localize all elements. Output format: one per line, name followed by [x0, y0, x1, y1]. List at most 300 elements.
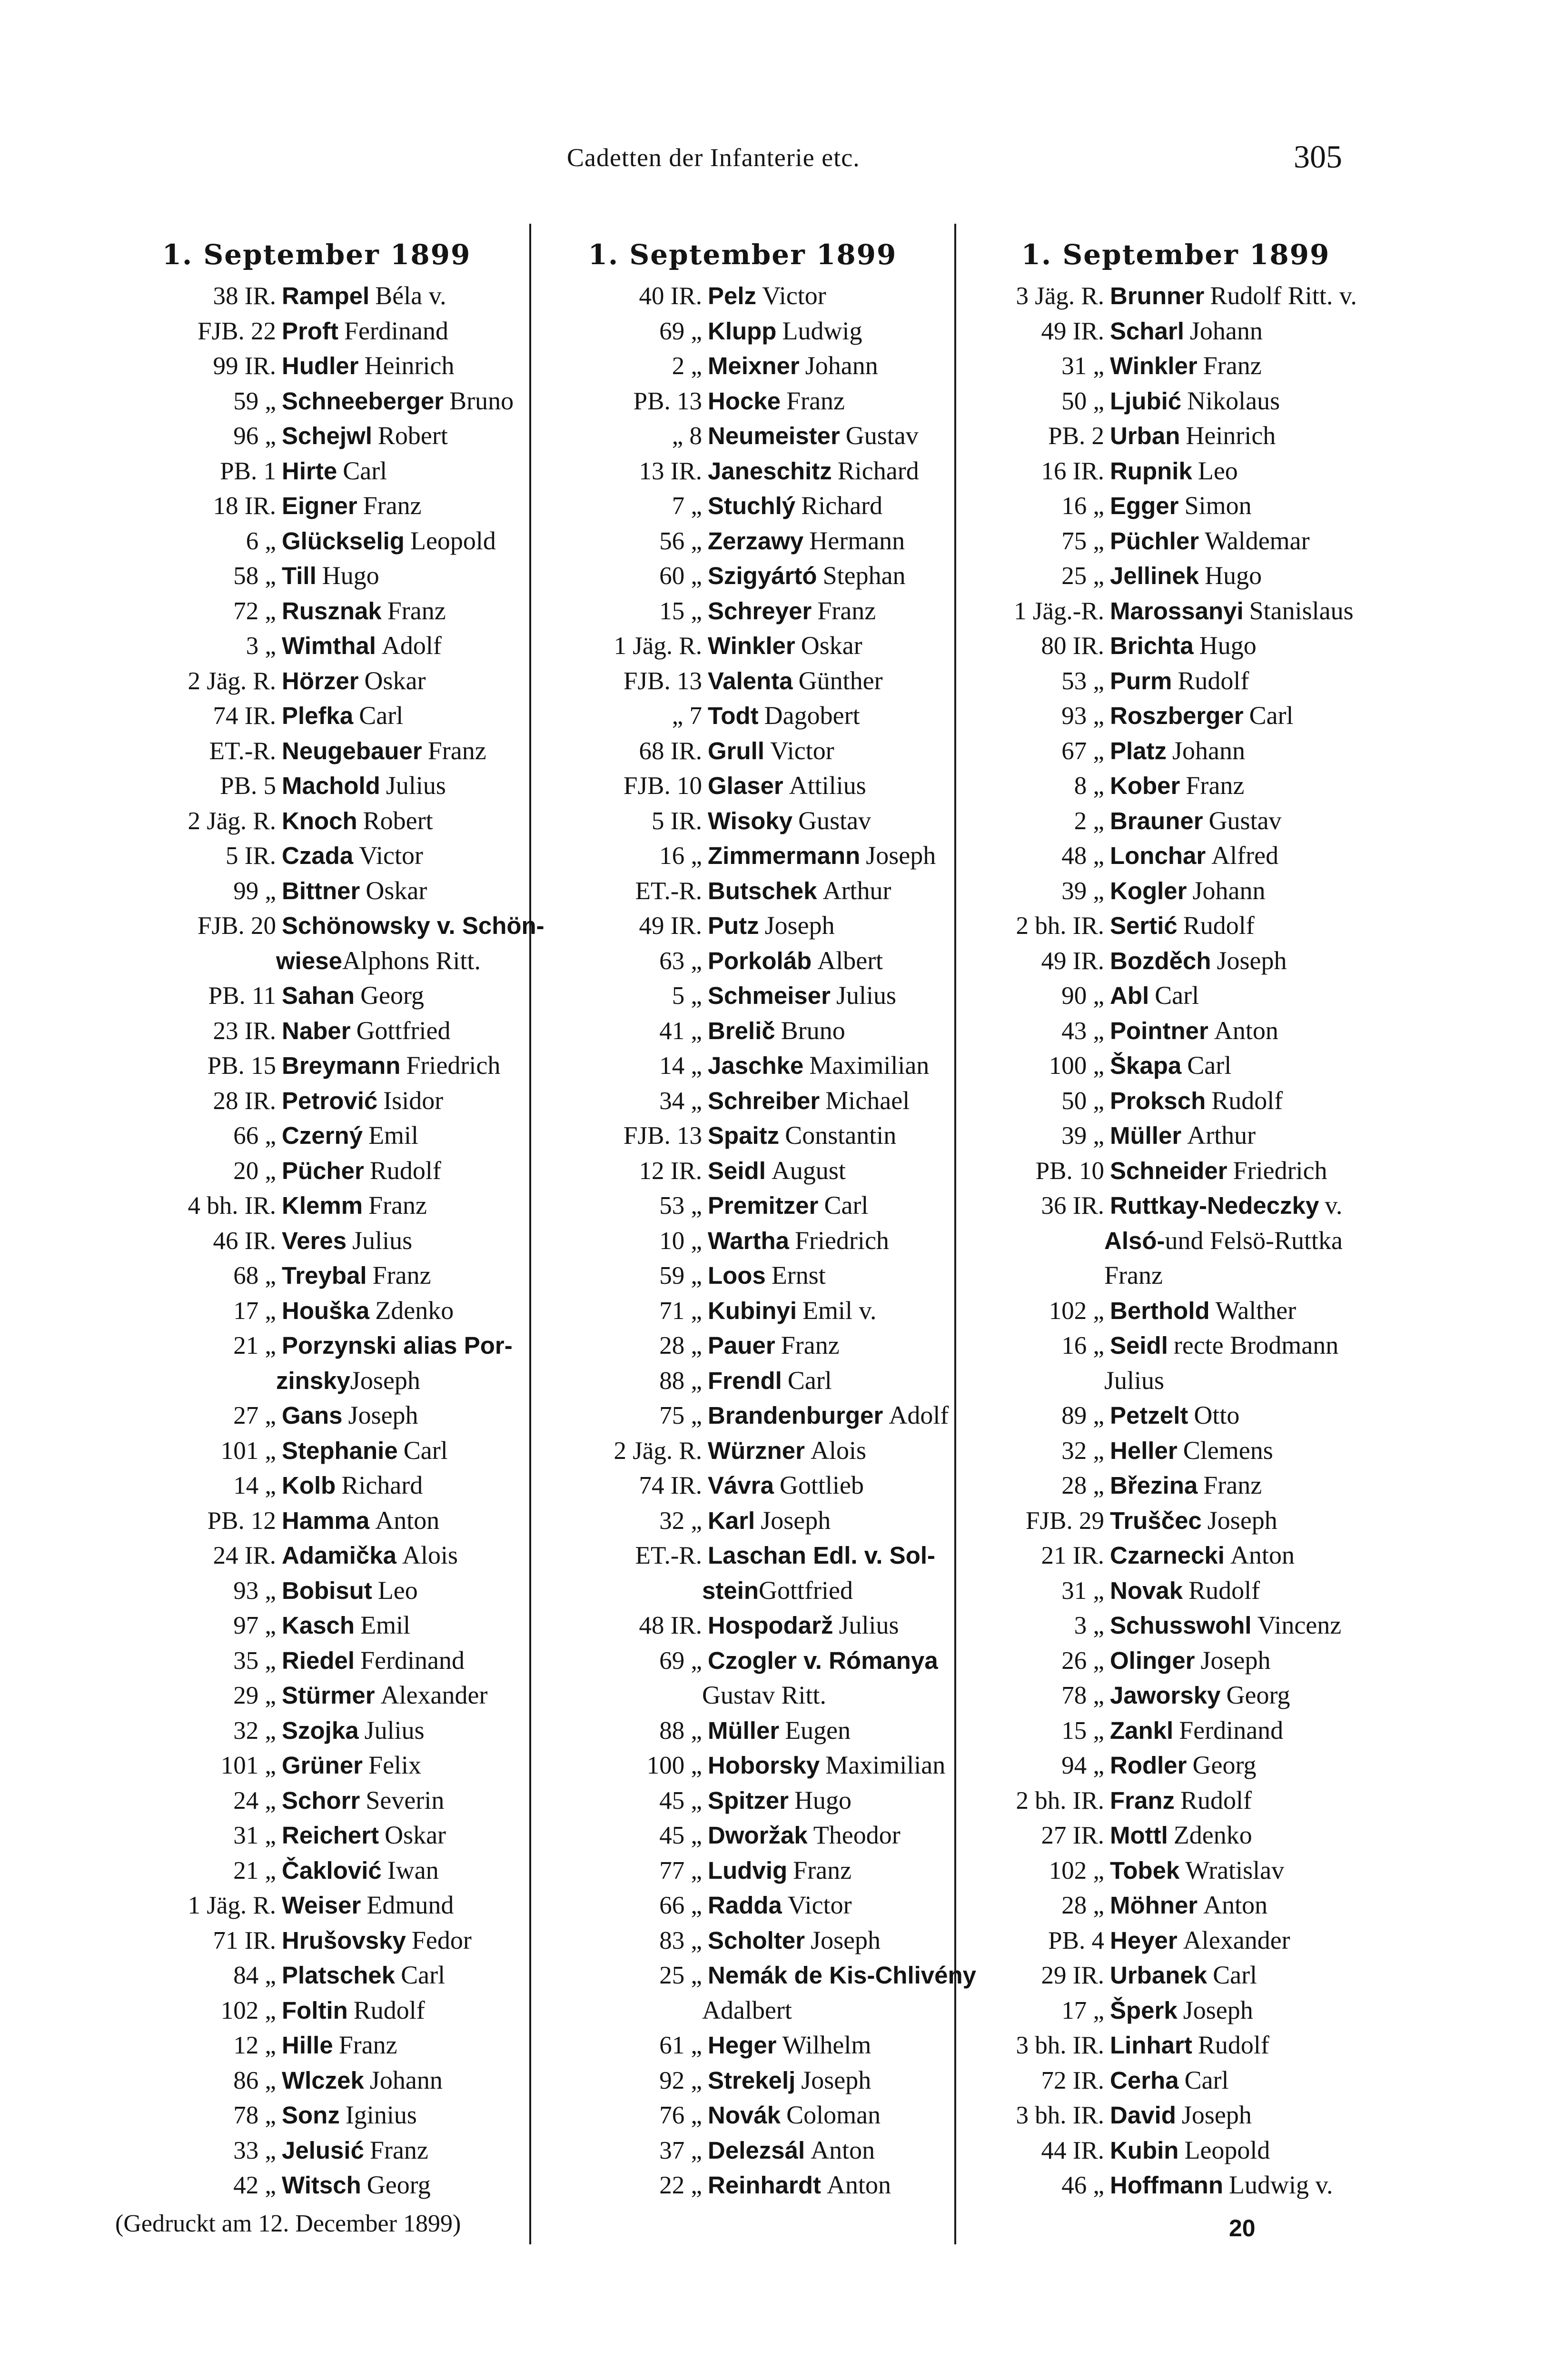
entry	[109, 2063, 524, 2098]
entry	[961, 664, 1390, 699]
entry	[535, 2133, 950, 2168]
entry-surname: Wimthal	[282, 632, 376, 659]
entry-surname: Mottl	[1110, 1822, 1168, 1849]
entry-surname: Olinger	[1110, 1646, 1195, 1674]
entry	[109, 664, 524, 699]
entry-surname: Bittner	[282, 877, 360, 904]
entry-given-name: Franz	[369, 2135, 428, 2164]
entry	[961, 2098, 1390, 2133]
entry-unit: 46 IR.	[213, 1227, 276, 1255]
entry-surname: Kubin	[1110, 2136, 1179, 2164]
entry-unit: 16 „	[659, 842, 702, 870]
entry	[961, 1573, 1390, 1608]
column-3	[961, 231, 1390, 2203]
entry-surname: Truščec	[1110, 1507, 1202, 1534]
entry-unit: 39 „	[1061, 1122, 1104, 1150]
entry-unit: 15 „	[1061, 1716, 1104, 1745]
entry-given-name: Friedrich	[406, 1051, 501, 1080]
entry-unit: 75 „	[659, 1402, 702, 1429]
entry	[109, 1013, 524, 1049]
entry-surname: Dworžak	[708, 1822, 808, 1849]
entry-unit: 21 IR.	[1041, 1542, 1104, 1569]
entry-unit: 2 bh. IR.	[1016, 1786, 1104, 1815]
entry-given-name: Clemens	[1183, 1436, 1273, 1465]
entry-surname: Scharl	[1110, 317, 1184, 345]
entry-surname: Adamička	[282, 1542, 396, 1569]
entry-surname: Scholter	[708, 1926, 805, 1954]
entry-unit: 22 „	[659, 2172, 702, 2199]
entry	[535, 1643, 950, 1678]
entry-unit: 66 „	[659, 1892, 702, 1919]
entry	[535, 1853, 950, 1888]
entry	[109, 1048, 524, 1083]
entry	[109, 873, 524, 909]
entry-surname: Neugebauer	[282, 737, 422, 764]
entry-given-name: Emil v.	[802, 1296, 877, 1325]
entry-surname: Witsch	[282, 2172, 361, 2199]
entry	[535, 384, 950, 419]
entry-unit: 12 IR.	[639, 1157, 702, 1185]
entry	[535, 873, 950, 909]
entry-surname: Szojka	[282, 1716, 359, 1744]
entry-given-name: Dagobert	[764, 701, 860, 730]
entry	[961, 1118, 1390, 1153]
entry-unit: 15 „	[659, 597, 702, 625]
entry-given-name: Carl	[824, 1191, 869, 1220]
entry	[535, 978, 950, 1013]
entry-unit: 14 „	[659, 1052, 702, 1080]
entry-given-name: Franz	[338, 2031, 397, 2059]
entry	[109, 348, 524, 384]
entry	[535, 838, 950, 873]
entry-surname: Schorr	[282, 1786, 360, 1814]
entry-surname: Zankl	[1110, 1716, 1174, 1744]
entry-given-name: Robert	[377, 421, 448, 450]
entry-continuation	[535, 1993, 950, 2028]
entry-unit: 16 IR.	[1041, 457, 1104, 485]
entry-unit: 83 „	[659, 1926, 702, 1954]
entry-surname: Brelič	[708, 1017, 775, 1044]
entry-given-name: Nikolaus	[1187, 386, 1280, 415]
entry-surname: Stuchlý	[708, 492, 796, 519]
entry	[961, 594, 1390, 629]
entry-given-name: Günther	[798, 666, 883, 695]
entry-given-name: Alois	[811, 1436, 867, 1465]
entry-given-name: Richard	[837, 456, 919, 485]
entry-surname: Cerha	[1110, 2066, 1179, 2094]
entry	[961, 1678, 1390, 1713]
entry-given-name: Alexander	[1183, 1925, 1290, 1954]
entry-unit: 27 IR.	[1041, 1822, 1104, 1849]
entry-surname: Brauner	[1110, 807, 1203, 834]
entry-surname: Novák	[708, 2102, 781, 2129]
entry-given-name: Alphons Ritt.	[342, 946, 481, 975]
entry	[535, 1538, 950, 1573]
entry-unit: 71 IR.	[213, 1926, 276, 1954]
entry-given-name: Ferdinand	[1179, 1716, 1284, 1745]
entry-given-name: Franz	[793, 1855, 852, 1884]
entry-unit: 93 „	[233, 1577, 276, 1605]
entry-unit: 17 „	[1061, 1996, 1104, 2024]
entry-surname: Brunner	[1110, 282, 1205, 309]
entry-given-name: Franz	[1104, 1261, 1163, 1289]
entry-surname: Knoch	[282, 807, 357, 834]
entry-given-name: Franz	[363, 491, 422, 520]
entry	[109, 803, 524, 839]
entry-surname: Schneider	[1110, 1157, 1227, 1184]
entry-surname: Jaschke	[708, 1052, 804, 1079]
column-1	[109, 231, 544, 2203]
entry-unit: 2 „	[1074, 807, 1104, 835]
entry-given-name: Carl	[401, 1961, 445, 1989]
entry-unit: 28 „	[659, 1332, 702, 1359]
entry	[535, 628, 950, 664]
entry-surname: Hoborsky	[708, 1752, 820, 1779]
entry	[535, 2028, 950, 2063]
entry-surname: Neumeister	[708, 422, 840, 449]
entry-unit: 99 „	[233, 877, 276, 905]
entry	[109, 418, 524, 454]
entry-surname: Laschan Edl. v. Sol-	[708, 1542, 936, 1569]
entry-unit: 35 „	[233, 1646, 276, 1675]
entry-surname: Hocke	[708, 387, 781, 415]
entry-surname: Heger	[708, 2032, 777, 2059]
entry-unit: 31 „	[233, 1822, 276, 1849]
entry-given-name: Gustav	[845, 421, 919, 450]
entry-surname: Plefka	[282, 702, 354, 729]
entry-given-name: Julius	[1104, 1366, 1165, 1395]
entry-unit: 5 IR.	[226, 842, 276, 870]
entry-unit: 43 „	[1061, 1017, 1104, 1045]
entry-surname: Novak	[1110, 1577, 1183, 1604]
entry-surname: Veres	[282, 1227, 347, 1254]
entry	[961, 1888, 1390, 1923]
entry-unit: 24 „	[233, 1786, 276, 1815]
entry	[535, 1363, 950, 1398]
entry-continuation	[109, 1363, 524, 1398]
entry-surname: Riedel	[282, 1646, 355, 1674]
entry-unit: 49 IR.	[1041, 317, 1104, 345]
entry	[109, 838, 524, 873]
entry	[109, 1538, 524, 1573]
entry	[535, 1958, 977, 1993]
entry-given-name: Adalbert	[702, 1995, 792, 2024]
entry-surname: Platz	[1110, 737, 1167, 764]
entry-given-name: Carl	[787, 1366, 832, 1395]
entry-given-name: Franz	[368, 1191, 427, 1220]
entry	[535, 2063, 950, 2098]
entry-given-name: Ernst	[771, 1261, 826, 1289]
entry-surname: Jellinek	[1110, 562, 1199, 589]
entry-given-name: Rudolf	[1198, 2031, 1269, 2059]
entry-unit: 101 „	[220, 1437, 276, 1465]
entry	[109, 734, 524, 769]
entry	[109, 558, 524, 594]
entry-unit: 25 „	[1061, 562, 1104, 590]
entry-given-name: Leopold	[1184, 2135, 1270, 2164]
entry-given-name: Joseph	[764, 911, 835, 940]
entry-surname: Karl	[708, 1507, 755, 1534]
entry-given-name: Ludwig	[782, 316, 862, 345]
entry-given-name: Gottfried	[356, 1016, 451, 1045]
entry-surname: Proft	[282, 317, 338, 345]
entry-surname: Radda	[708, 1892, 782, 1919]
entry	[535, 1888, 950, 1923]
entry-unit: 34 „	[659, 1087, 702, 1115]
entry-surname: Szigyártó	[708, 562, 817, 589]
entry-continuation	[961, 1258, 1390, 1293]
entry-given-name: Richard	[341, 1471, 423, 1499]
entry-given-name: Franz	[427, 736, 486, 765]
entry-unit: „ 8	[672, 422, 702, 450]
entry-given-name: Bruno	[449, 386, 514, 415]
entry-unit: FJB. 13	[624, 1122, 702, 1150]
entry-surname: Pücher	[282, 1157, 364, 1184]
entry-given-name: Theodor	[813, 1821, 901, 1849]
entry-given-name: Oskar	[366, 876, 427, 905]
entry-given-name: Gustav Ritt.	[702, 1681, 827, 1709]
entry-unit: 5 „	[672, 982, 702, 1010]
entry-unit: 29 IR.	[1041, 1962, 1104, 1989]
entry-given-name: Johann	[1192, 876, 1266, 905]
entry-surname: Schreyer	[708, 597, 812, 625]
entry-surname: Zerzawy	[708, 527, 804, 555]
entry-unit: 46 „	[1061, 2172, 1104, 2199]
entry-unit: 102 „	[1049, 1856, 1104, 1884]
entry	[961, 908, 1390, 943]
entry-given-name: Franz	[1203, 351, 1262, 380]
entry-surname: Stürmer	[282, 1682, 375, 1709]
entry-surname: Premitzer	[708, 1192, 819, 1219]
entry-continuation	[961, 1363, 1390, 1398]
entry-unit: 100 „	[646, 1752, 702, 1779]
entry-surname: Nemák de Kis-Chlivény	[708, 1962, 977, 1989]
entry-given-name: Joseph	[811, 1925, 881, 1954]
entry-surname: Heller	[1110, 1437, 1178, 1464]
entry-surname: Müller	[708, 1716, 780, 1744]
entry-surname: Hamma	[282, 1507, 370, 1534]
entry-surname: Hirte	[282, 457, 337, 485]
entry-given-name: Carl	[359, 701, 404, 730]
entry-given-name: Joseph	[761, 1506, 831, 1535]
entry-surname: Gans	[282, 1402, 343, 1429]
entry-surname: Ruttkay-Nedeczky	[1110, 1192, 1319, 1219]
entry-surname: Franz	[1110, 1786, 1175, 1814]
entry-surname: Grüner	[282, 1752, 363, 1779]
entry-given-name: Alexander	[380, 1681, 488, 1709]
entry	[961, 1923, 1390, 1958]
entry	[109, 908, 544, 943]
entry-given-name: Bruno	[781, 1016, 845, 1045]
entry-surname: Porkoláb	[708, 947, 812, 974]
entry-unit: 74 IR.	[213, 702, 276, 730]
entry-surname: Glückselig	[282, 527, 405, 555]
entry	[961, 1818, 1390, 1853]
entry	[961, 1748, 1390, 1783]
entry-unit: 14 „	[233, 1472, 276, 1499]
entry-given-name: Anton	[827, 2171, 891, 2199]
entry	[961, 1083, 1390, 1119]
entry-unit: 90 „	[1061, 982, 1104, 1010]
signature-number: 20	[1229, 2215, 1256, 2241]
entry-unit: 3 Jäg. R.	[1016, 282, 1104, 310]
running-header: Cadetten der Infanterie etc.	[567, 143, 860, 172]
entry-given-name: Leo	[377, 1576, 418, 1605]
entry-unit: 12 „	[233, 2032, 276, 2059]
entry-given-name: Anton	[1203, 1891, 1268, 1919]
entry	[535, 1118, 950, 1153]
entry-surname: Rodler	[1110, 1752, 1187, 1779]
entry-unit: 77 „	[659, 1856, 702, 1884]
entry-unit: 32 „	[1061, 1437, 1104, 1465]
entry-surname: Pointner	[1110, 1017, 1208, 1044]
entry-unit: 53 „	[1061, 667, 1104, 695]
entry	[535, 1153, 950, 1189]
entry-unit: 49 IR.	[639, 912, 702, 940]
entry	[109, 2168, 524, 2203]
entry	[535, 908, 950, 943]
entry	[535, 1013, 950, 1049]
entry-unit: 102 „	[220, 1996, 276, 2024]
entry-given-name: Ferdinand	[360, 1646, 465, 1675]
entry	[961, 558, 1390, 594]
entry-surname: Sonz	[282, 2102, 340, 2129]
entry	[109, 628, 524, 664]
entry-given-name: Rudolf	[353, 1995, 425, 2024]
entry	[961, 1398, 1390, 1433]
entry-given-name: Gottfried	[759, 1576, 853, 1605]
entry	[109, 1153, 524, 1189]
entry-surname: Urbanek	[1110, 1962, 1207, 1989]
entry	[109, 1258, 524, 1293]
entry-unit: PB. 2	[1048, 422, 1104, 450]
entry-unit: 8 „	[1074, 772, 1104, 800]
entry	[961, 768, 1390, 803]
entry-unit: FJB. 20	[198, 912, 276, 940]
entry-unit: 99 IR.	[213, 352, 276, 380]
entry	[535, 768, 950, 803]
column-rule-left	[529, 224, 531, 2244]
entry-surname: Porzynski alias Por-	[282, 1332, 513, 1359]
entry-given-name: Felix	[368, 1751, 422, 1779]
entry-surname: Kogler	[1110, 877, 1187, 904]
entry-surname: Czarnecki	[1110, 1542, 1225, 1569]
entry-surname: Hospodarž	[708, 1612, 833, 1639]
entry-surname: Rampel	[282, 282, 370, 309]
entry-given-name: Alois	[402, 1541, 458, 1569]
entry-surname: Roszberger	[1110, 702, 1244, 729]
entry-surname: wiese	[276, 947, 342, 974]
entry-given-name: Heinrich	[364, 351, 455, 380]
entry	[109, 2028, 524, 2063]
column-heading: 1. September 1899	[588, 238, 897, 271]
entry	[535, 1048, 950, 1083]
entry	[535, 1258, 950, 1293]
entry	[109, 454, 524, 489]
entry	[535, 348, 950, 384]
entry	[961, 873, 1390, 909]
entry-surname: Weiser	[282, 1892, 361, 1919]
entry-unit: 20 „	[233, 1157, 276, 1185]
entry-surname: Škapa	[1110, 1052, 1182, 1079]
entry-surname: Rupnik	[1110, 457, 1192, 485]
entry-surname: Abl	[1110, 982, 1149, 1009]
entry-given-name: Gottlieb	[779, 1471, 864, 1499]
entry-unit: 28 „	[1061, 1472, 1104, 1499]
entry-given-name: Severin	[366, 1785, 445, 1815]
entry-given-name: Franz	[1186, 771, 1245, 800]
entry-surname: Seidl	[1110, 1332, 1168, 1359]
entry-surname: Wisoky	[708, 807, 793, 834]
entry-surname: Foltin	[282, 1996, 348, 2024]
page-number: 305	[1294, 139, 1342, 175]
entry	[961, 838, 1390, 873]
entry-unit: 69 „	[659, 317, 702, 345]
entry-surname: Brichta	[1110, 632, 1194, 659]
entry-given-name: Johann	[1172, 736, 1246, 765]
entry-surname: Wartha	[708, 1227, 789, 1254]
entry-unit: 27 „	[233, 1402, 276, 1429]
entry	[535, 524, 950, 559]
entry-surname: zinsky	[276, 1367, 350, 1394]
entry	[109, 1083, 524, 1119]
entry-surname: Houška	[282, 1297, 370, 1324]
entry-unit: 3 bh. IR.	[1016, 2102, 1104, 2129]
entry-unit: 41 „	[659, 1017, 702, 1045]
entry-surname: Machold	[282, 772, 380, 799]
entry	[535, 594, 950, 629]
entry	[961, 348, 1390, 384]
entry-surname: Reichert	[282, 1822, 379, 1849]
entry-unit: 10 „	[659, 1227, 702, 1255]
entry-unit: 3 bh. IR.	[1016, 2032, 1104, 2059]
entry-unit: 80 IR.	[1041, 632, 1104, 660]
column-rule-right	[954, 224, 956, 2244]
entry-surname: Breymann	[282, 1052, 401, 1079]
entry-unit: PB. 5	[220, 772, 276, 800]
entry	[961, 1993, 1390, 2028]
entry-given-name: Johann	[369, 2065, 443, 2094]
entry-surname: Hrušovsky	[282, 1926, 406, 1954]
entry-surname: Bozděch	[1110, 947, 1211, 974]
entry-given-name: Rudolf	[369, 1156, 441, 1185]
column-heading: 1. September 1899	[1021, 238, 1330, 271]
entry-unit: 97 „	[233, 1612, 276, 1639]
entry-surname: Ludvig	[708, 1856, 788, 1884]
entry-surname: Winkler	[708, 632, 795, 659]
entry-unit: 16 „	[1061, 1332, 1104, 1359]
entry-unit: PB. 4	[1048, 1926, 1104, 1954]
entry-surname: Kober	[1110, 772, 1180, 799]
entry	[109, 594, 524, 629]
entry	[961, 1468, 1390, 1503]
entry-given-name: Carl	[1187, 1051, 1232, 1080]
entry-unit: 3 „	[246, 632, 276, 660]
entry	[109, 1958, 524, 1993]
entry-surname: Petrović	[282, 1087, 378, 1114]
entry	[109, 1678, 524, 1713]
entry-unit: 24 IR.	[213, 1542, 276, 1569]
entry-surname: Würzner	[708, 1437, 805, 1464]
entry-given-name: und Felsö-Ruttka	[1165, 1226, 1343, 1255]
entry-unit: 26 „	[1061, 1646, 1104, 1675]
entry	[109, 1188, 524, 1223]
entry-unit: 36 IR.	[1041, 1192, 1104, 1220]
entry-unit: 5 IR.	[652, 807, 702, 835]
entry-surname: Butschek	[708, 877, 817, 904]
entry	[109, 278, 524, 314]
entry-unit: 67 „	[1061, 737, 1104, 765]
